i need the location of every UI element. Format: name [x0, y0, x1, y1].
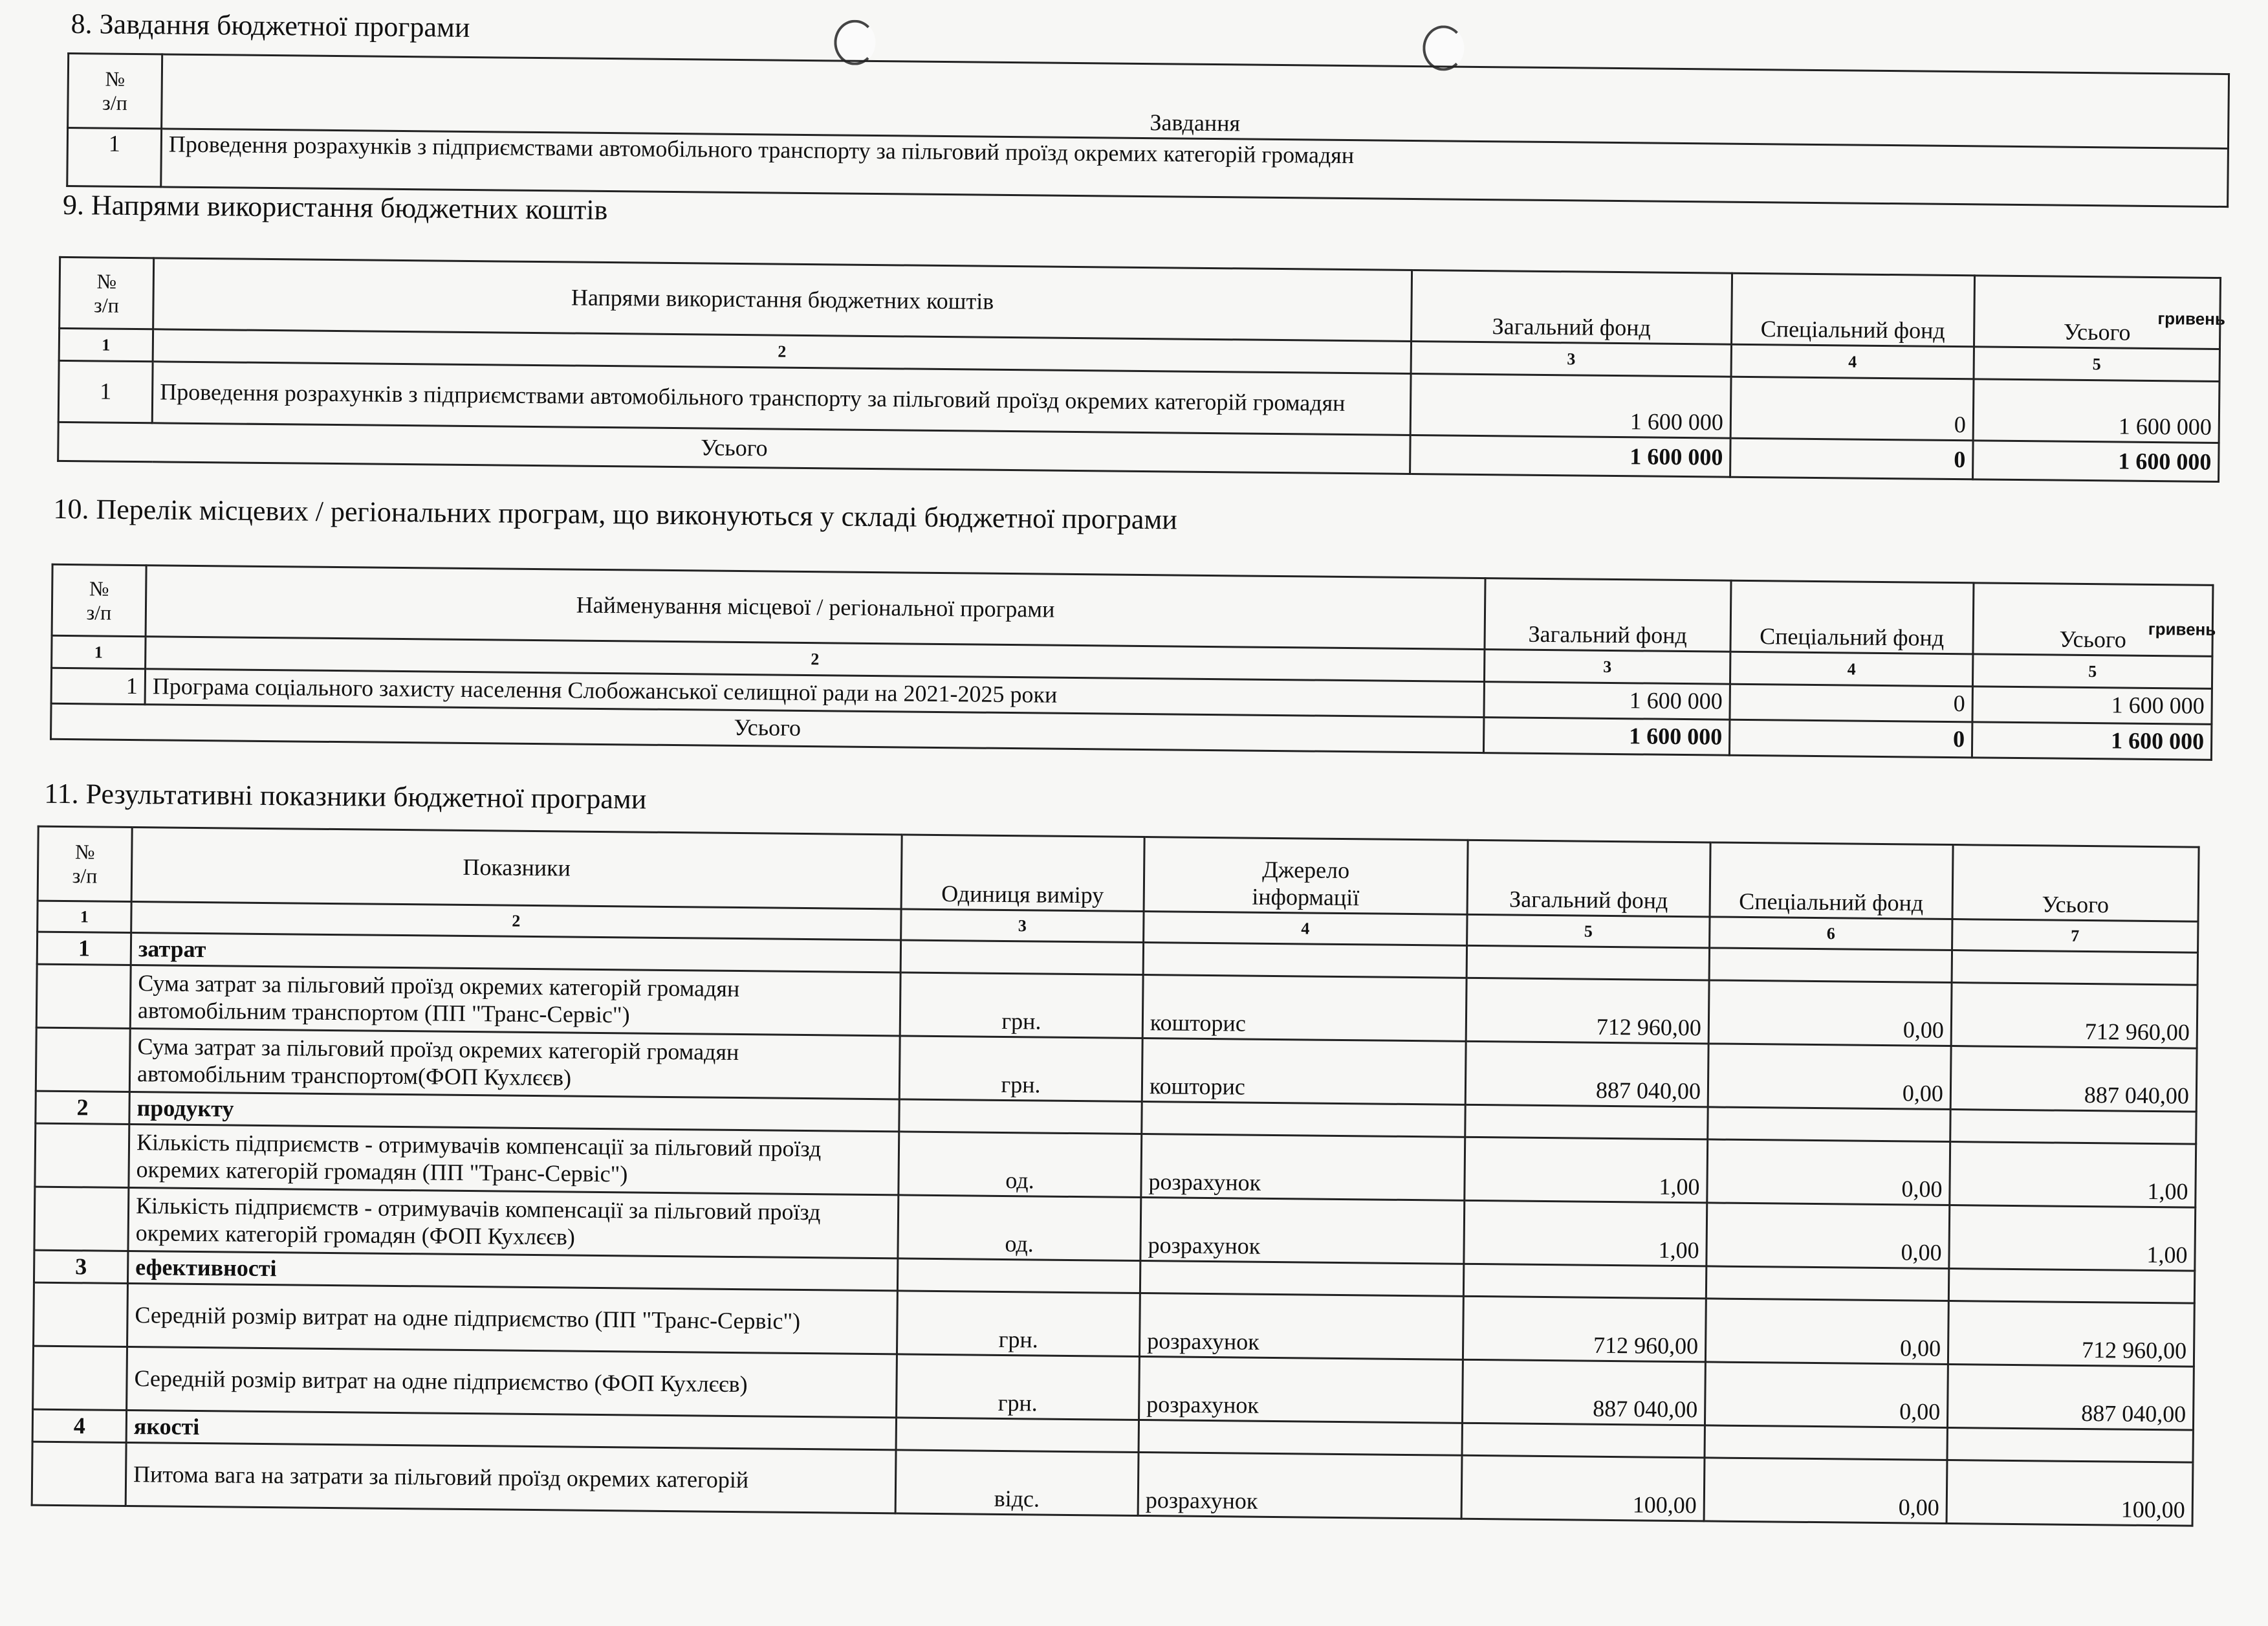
total-total: 1 600 000	[1972, 722, 2212, 760]
indicator-source: кошторис	[1142, 975, 1467, 1042]
row-name: Проведення розрахунків з підприємствами автомобільного транспорту за пільговий проїзд окремих категорій громадян	[152, 362, 1411, 435]
col-number: 5	[1974, 347, 2219, 382]
col-number: 3	[901, 909, 1144, 943]
total-total: 1 600 000	[1973, 441, 2219, 482]
empty-cell	[1142, 1102, 1465, 1137]
indicator-source: розрахунок	[1140, 1198, 1465, 1264]
empty-cell	[896, 1418, 1139, 1453]
indicator-name: Середній розмір витрат на одне підприємство (ПП "Транс-Сервіс")	[127, 1283, 898, 1354]
indicator-name: Середній розмір витрат на одне підприємство (ФОП Кухлєєв)	[127, 1346, 897, 1417]
group-name: якості	[126, 1410, 896, 1449]
empty-cell	[1947, 1427, 2193, 1462]
indicator-source: розрахунок	[1139, 1293, 1463, 1360]
col-number: 5	[1467, 914, 1710, 948]
empty-cell	[1950, 1110, 2196, 1145]
section-11-title: 11. Результативні показники бюджетної програми	[43, 777, 647, 815]
indicator-unit: од.	[898, 1195, 1141, 1261]
row-num: 1	[58, 360, 153, 423]
indicator-general: 712 960,00	[1466, 978, 1709, 1044]
col-number: 2	[131, 902, 901, 940]
indicator-source: розрахунок	[1141, 1134, 1465, 1201]
group-name: затрат	[131, 933, 900, 972]
row-num-empty	[36, 1027, 130, 1092]
col-number: 2	[153, 329, 1411, 374]
row-num-empty	[34, 1282, 128, 1346]
group-num: 3	[34, 1250, 127, 1283]
row-num-empty	[32, 1442, 126, 1506]
group-num: 2	[36, 1091, 129, 1124]
row-general: 1 600 000	[1484, 682, 1730, 720]
col-num-header: № з/п	[38, 826, 132, 901]
row-num-empty	[33, 1346, 127, 1410]
indicator-special: 0,00	[1706, 1203, 1950, 1269]
col-number: 1	[59, 328, 153, 361]
empty-cell	[1467, 945, 1709, 980]
indicator-name: Питома вага на затрати за пільговий проїзд окремих категорій	[125, 1442, 896, 1513]
indicator-source: розрахунок	[1139, 1357, 1463, 1423]
empty-cell	[1463, 1264, 1706, 1299]
programs-table	[50, 564, 2214, 761]
indicator-total: 712 960,00	[1951, 983, 2197, 1049]
total-label: Усього	[58, 422, 1410, 474]
col-number: 5	[1972, 654, 2212, 689]
total-special: 0	[1730, 438, 1974, 479]
indicator-unit: грн.	[899, 1036, 1142, 1102]
indicator-unit: грн.	[897, 1291, 1140, 1357]
indicator-special: 0,00	[1705, 1362, 1948, 1428]
row-special: 0	[1730, 377, 1974, 441]
col-source-header: Джерело інформації	[1144, 837, 1468, 915]
col-num-header: № з/п	[52, 564, 146, 636]
row-special: 0	[1730, 684, 1973, 722]
indicator-unit: грн.	[900, 972, 1143, 1038]
col-number: 4	[1731, 344, 1974, 379]
group-name: продукту	[129, 1092, 899, 1132]
indicator-special: 0,00	[1708, 1044, 1951, 1110]
empty-cell	[1706, 1266, 1948, 1301]
empty-cell	[1705, 1425, 1947, 1460]
total-special: 0	[1729, 720, 1972, 758]
col-number: 2	[146, 637, 1485, 682]
unit-label: гривень	[2148, 619, 2216, 639]
indicator-general: 1,00	[1465, 1137, 1708, 1203]
empty-cell	[1708, 1107, 1950, 1142]
indicator-total: 887 040,00	[1947, 1365, 2194, 1431]
empty-cell	[1139, 1420, 1462, 1456]
indicator-total: 887 040,00	[1950, 1046, 2197, 1112]
indicator-total: 100,00	[1946, 1460, 2193, 1526]
col-total-header: Усього	[1952, 845, 2199, 922]
col-name-header: Найменування місцевої / регіональної програми	[146, 566, 1485, 650]
row-num-empty	[35, 1123, 129, 1187]
punch-hole-icon	[1423, 25, 1465, 71]
group-num: 4	[32, 1409, 126, 1442]
col-num-header: № з/п	[68, 54, 162, 129]
task-name: Проведення розрахунків з підприємствами автомобільного транспорту за пільговий проїзд окремих категорій громадян	[161, 129, 2229, 207]
col-number: 1	[52, 635, 146, 668]
col-special-header: Спеціальний фонд	[1730, 580, 1974, 654]
indicator-special: 0,00	[1704, 1458, 1947, 1524]
col-general-header: Загальний фонд	[1467, 840, 1710, 917]
col-number: 7	[1952, 919, 2198, 953]
indicator-source: розрахунок	[1138, 1452, 1462, 1519]
empty-cell	[1948, 1269, 2194, 1304]
group-num: 1	[37, 932, 131, 965]
col-task-header: Завдання	[162, 54, 2229, 149]
row-total: 1 600 000	[1972, 687, 2212, 725]
row-num-empty	[34, 1187, 129, 1251]
empty-cell	[899, 1099, 1142, 1134]
col-number: 1	[38, 901, 131, 932]
indicators-body	[32, 826, 2199, 1526]
indicator-general: 887 040,00	[1462, 1359, 1705, 1425]
indicator-unit: грн.	[897, 1354, 1140, 1420]
indicator-name: Сума затрат за пільговий проїзд окремих категорій громадян автомобільним транспортом (ПП "Транс-Сервіс")	[130, 965, 900, 1036]
punch-hole-icon	[834, 19, 876, 65]
empty-cell	[900, 940, 1143, 975]
tasks-table	[66, 52, 2230, 208]
col-number: 6	[1710, 917, 1952, 950]
col-num-header: № з/п	[60, 257, 154, 329]
total-general: 1 600 000	[1483, 718, 1730, 756]
section-8-title: 8. Завдання бюджетної програми	[71, 8, 470, 43]
directions-table	[57, 256, 2221, 483]
col-number: 4	[1730, 652, 1972, 687]
indicator-name: Кількість підприємств - отримувачів компенсації за пільговий проїзд окремих категорій громадян (ФОП Кухлєєв)	[128, 1187, 899, 1258]
col-number: 3	[1484, 650, 1730, 685]
group-name: ефективності	[127, 1251, 897, 1290]
total-general: 1 600 000	[1410, 435, 1731, 477]
indicator-general: 100,00	[1461, 1455, 1705, 1521]
col-unit-header: Одиниця виміру	[901, 835, 1144, 912]
indicator-special: 0,00	[1708, 980, 1952, 1046]
col-total-header: Усього	[1974, 276, 2220, 349]
col-indicator-header: Показники	[131, 828, 902, 909]
empty-cell	[1465, 1104, 1708, 1139]
total-label: Усього	[51, 703, 1484, 753]
empty-cell	[1462, 1423, 1705, 1458]
row-num-empty	[36, 964, 131, 1028]
empty-cell	[897, 1258, 1140, 1293]
indicator-special: 0,00	[1707, 1139, 1950, 1205]
col-general-header: Загальний фонд	[1412, 270, 1732, 344]
col-total-header: Усього	[1973, 583, 2213, 657]
task-num: 1	[67, 128, 162, 187]
empty-cell	[1952, 950, 2197, 985]
col-general-header: Загальний фонд	[1485, 578, 1731, 652]
row-general: 1 600 000	[1410, 373, 1731, 438]
section-9-title: 9. Напрями використання бюджетних коштів	[62, 188, 608, 226]
indicator-total: 1,00	[1950, 1142, 2196, 1208]
indicator-total: 1,00	[1949, 1205, 2196, 1271]
indicator-source: кошторис	[1142, 1038, 1466, 1105]
col-number: 3	[1411, 341, 1731, 377]
row-total: 1 600 000	[1973, 379, 2219, 443]
unit-label: гривень	[2157, 309, 2226, 329]
indicators-table	[31, 826, 2200, 1527]
row-name: Програма соціального захисту населення Слобожанської селищної ради на 2021-2025 роки	[145, 669, 1484, 718]
row-num: 1	[51, 668, 146, 704]
col-number: 4	[1144, 912, 1467, 946]
indicator-total: 712 960,00	[1948, 1301, 2194, 1367]
col-name-header: Напрями використання бюджетних коштів	[153, 258, 1412, 342]
indicator-name: Кількість підприємств - отримувачів компенсації за пільговий проїзд окремих категорій громадян (ПП "Транс-Сервіс")	[129, 1124, 899, 1194]
indicator-general: 712 960,00	[1463, 1296, 1706, 1362]
indicator-unit: відс.	[895, 1450, 1139, 1516]
empty-cell	[1709, 948, 1952, 983]
indicator-unit: од.	[899, 1132, 1142, 1198]
empty-cell	[1143, 943, 1467, 978]
indicator-general: 1,00	[1464, 1200, 1707, 1266]
indicator-general: 887 040,00	[1465, 1041, 1708, 1107]
col-special-header: Спеціальний фонд	[1710, 842, 1953, 919]
empty-cell	[1140, 1261, 1463, 1297]
section-10-title: 10. Перелік місцевих / регіональних програм, що виконуються у складі бюджетної програми	[53, 492, 1178, 536]
indicator-special: 0,00	[1705, 1299, 1948, 1365]
indicator-name: Сума затрат за пільговий проїзд окремих категорій громадян автомобільним транспортом(ФОП Кухлєєв)	[129, 1029, 900, 1099]
col-special-header: Спеціальний фонд	[1732, 273, 1975, 347]
